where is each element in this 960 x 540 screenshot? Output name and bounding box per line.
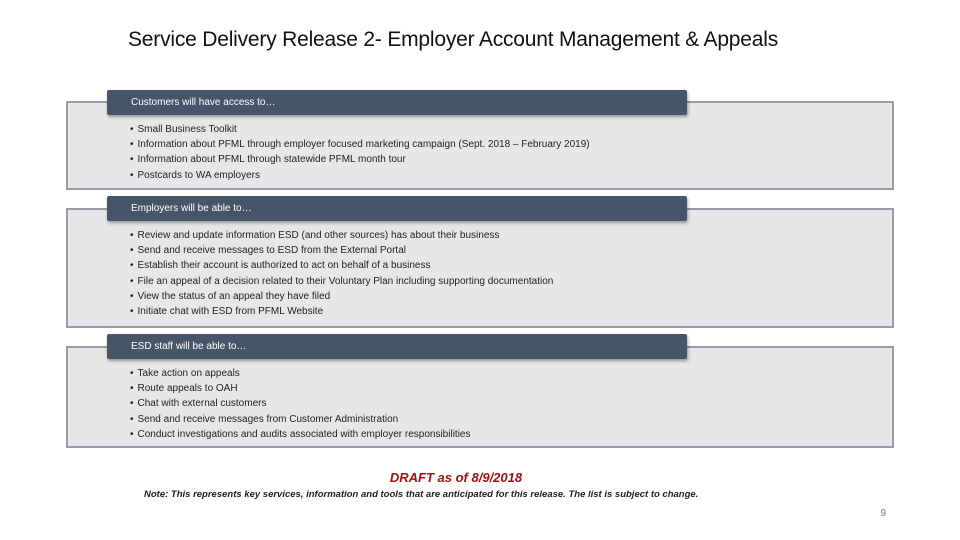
slide-title: Service Delivery Release 2- Employer Account Management & Appeals	[128, 28, 778, 51]
page-number: 9	[880, 508, 886, 519]
disclaimer-note: Note: This represents key services, information and tools that are anticipated for this release. The list is subject to change.	[144, 489, 699, 500]
bullet-list	[130, 228, 553, 319]
list-item: • Send and receive messages to ESD from the External Portal	[130, 243, 553, 258]
section-header: ESD staff will be able to…	[107, 334, 687, 359]
bullet-list	[130, 366, 470, 442]
list-item: • Small Business Toolkit	[130, 122, 590, 137]
list-item: • Take action on appeals	[130, 366, 470, 381]
bullet-list	[130, 122, 590, 183]
section-header: Customers will have access to…	[107, 90, 687, 115]
list-item: • Send and receive messages from Customer Administration	[130, 412, 470, 427]
list-item: • View the status of an appeal they have filed	[130, 289, 553, 304]
list-item: • Review and update information ESD (and other sources) has about their business	[130, 228, 553, 243]
list-item: • Chat with external customers	[130, 396, 470, 411]
list-item: • File an appeal of a decision related to their Voluntary Plan including supporting documentation	[130, 274, 553, 289]
list-item: • Conduct investigations and audits associated with employer responsibilities	[130, 427, 470, 442]
draft-label: DRAFT as of 8/9/2018	[389, 470, 523, 485]
list-item: • Establish their account is authorized to act on behalf of a business	[130, 258, 553, 273]
section-header: Employers will be able to…	[107, 196, 687, 221]
list-item: • Initiate chat with ESD from PFML Website	[130, 304, 553, 319]
list-item: • Route appeals to OAH	[130, 381, 470, 396]
list-item: • Information about PFML through statewide PFML month tour	[130, 152, 590, 167]
list-item: • Postcards to WA employers	[130, 168, 590, 183]
list-item: • Information about PFML through employer focused marketing campaign (Sept. 2018 – February 2019)	[130, 137, 590, 152]
